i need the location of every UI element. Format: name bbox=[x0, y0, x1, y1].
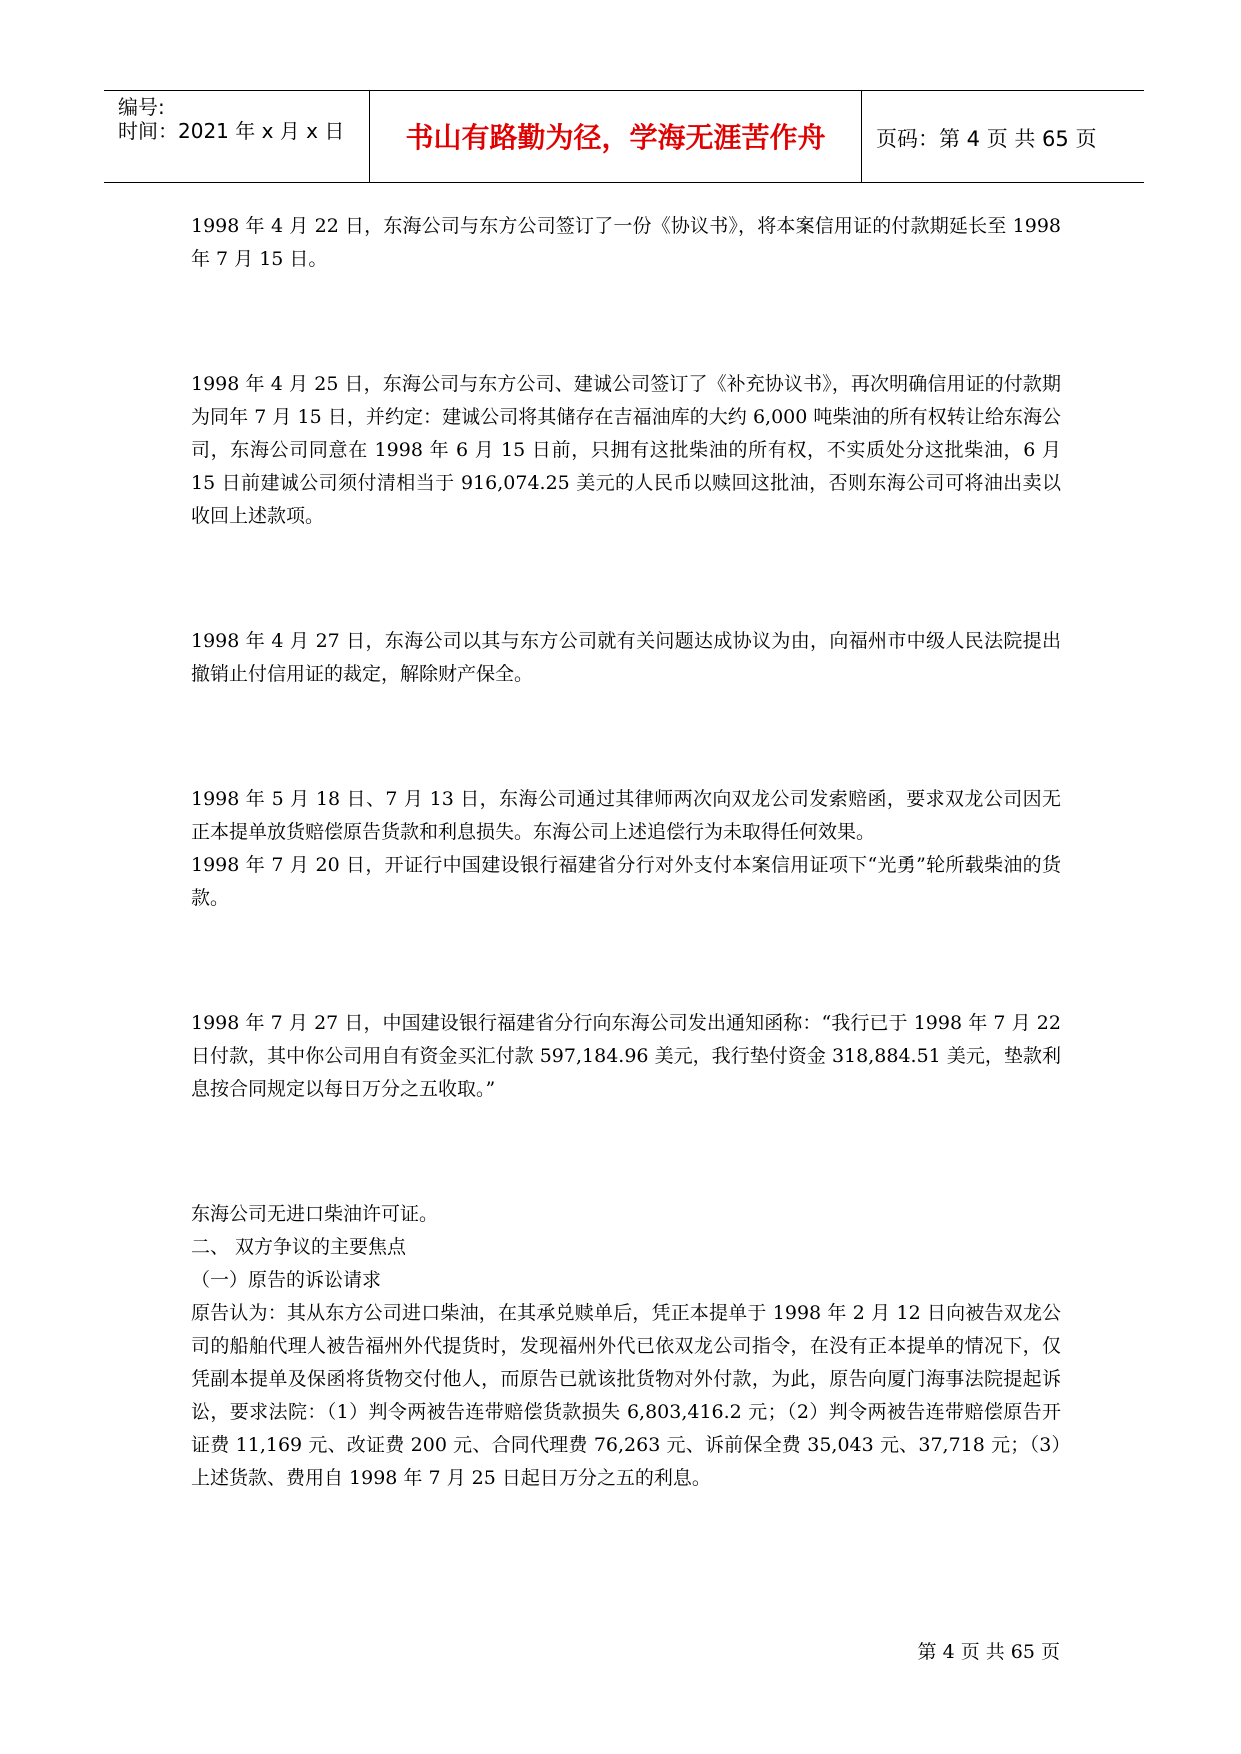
page-footer: 第 4 页 共 65 页 bbox=[917, 1641, 1060, 1663]
paragraph: 1998 年 5 月 18 日、7 月 13 日，东海公司通过其律师两次向双龙公司发索赔函，要求双龙公司因无正本提单放货赔偿原告货款和利息损失。东海公司上述追偿行为未取得任何效果。 bbox=[191, 788, 1061, 843]
paragraph: 1998 年 4 月 22 日，东海公司与东方公司签订了一份《协议书》，将本案信用证的付款期延长至 1998 年 7 月 15 日。 bbox=[191, 215, 1061, 270]
subsection-heading: （一）原告的诉讼请求 bbox=[191, 1269, 382, 1291]
header-page-code: 页码：第 4 页 共 65 页 bbox=[876, 127, 1097, 151]
page-header bbox=[104, 90, 1144, 183]
header-motto-cell bbox=[370, 91, 862, 182]
paragraph: 1998 年 7 月 27 日，中国建设银行福建省分行向东海公司发出通知函称：“我行已于 1998 年 7 月 22 日付款，其中你公司用自有资金买汇付款 597,184.96 美元，我行垫付资金 318,884.51 美元，垫款利息按合同规定以每日万分之五收取。” bbox=[191, 1012, 1061, 1100]
document-time-label: 时间：2021 年 x 月 x 日 bbox=[118, 119, 345, 143]
paragraph: 1998 年 7 月 20 日，开证行中国建设银行福建省分行对外支付本案信用证项下“光勇”轮所载柴油的货款。 bbox=[191, 854, 1061, 909]
paragraph: 1998 年 4 月 27 日，东海公司以其与东方公司就有关问题达成协议为由，向福州市中级人民法院提出撤销止付信用证的裁定，解除财产保全。 bbox=[191, 630, 1061, 685]
header-info-cell bbox=[104, 91, 370, 182]
header-page-cell bbox=[862, 91, 1144, 182]
document-number-label: 编号: bbox=[118, 95, 165, 119]
paragraph: 1998 年 4 月 25 日，东海公司与东方公司、建诚公司签订了《补充协议书》，再次明确信用证的付款期为同年 7 月 15 日，并约定：建诚公司将其储存在吉福油库的大约 6,000 吨柴油的所有权转让给东海公司，东海公司同意在 1998 年 6 月 15 日前，只拥有这批柴油的所有权，不实质处分这批柴油，6 月 15 日前建诚公司须付清相当于 916,074.25 美元的人民币以赎回这批油，否则东海公司可将油出卖以收回上述款项。 bbox=[191, 373, 1061, 527]
paragraph: 东海公司无进口柴油许可证。 bbox=[191, 1203, 439, 1225]
document-body bbox=[191, 210, 1061, 1495]
header-motto: 书山有路勤为径，学海无涯苦作舟 bbox=[405, 121, 826, 154]
section-heading: 二、 双方争议的主要焦点 bbox=[191, 1236, 407, 1258]
paragraph: 原告认为：其从东方公司进口柴油，在其承兑赎单后，凭正本提单于 1998 年 2 月 12 日向被告双龙公司的船舶代理人被告福州外代提货时，发现福州外代已依双龙公司指令，在没有正本提单的情况下，仅凭副本提单及保函将货物交付他人，而原告已就该批货物对外付款，为此，原告向厦门海事法院提起诉讼，要求法院：（1）判令两被告连带赔偿货款损失 6,803,416.2 元；（2）判令两被告连带赔偿原告开证费 11,169 元、改证费 200 元、合同代理费 76,263 元、诉前保全费 35,043 元、37,718 元；（3）上述货款、费用自 1998 年 7 月 25 日起日万分之五的利息。 bbox=[191, 1302, 1061, 1489]
